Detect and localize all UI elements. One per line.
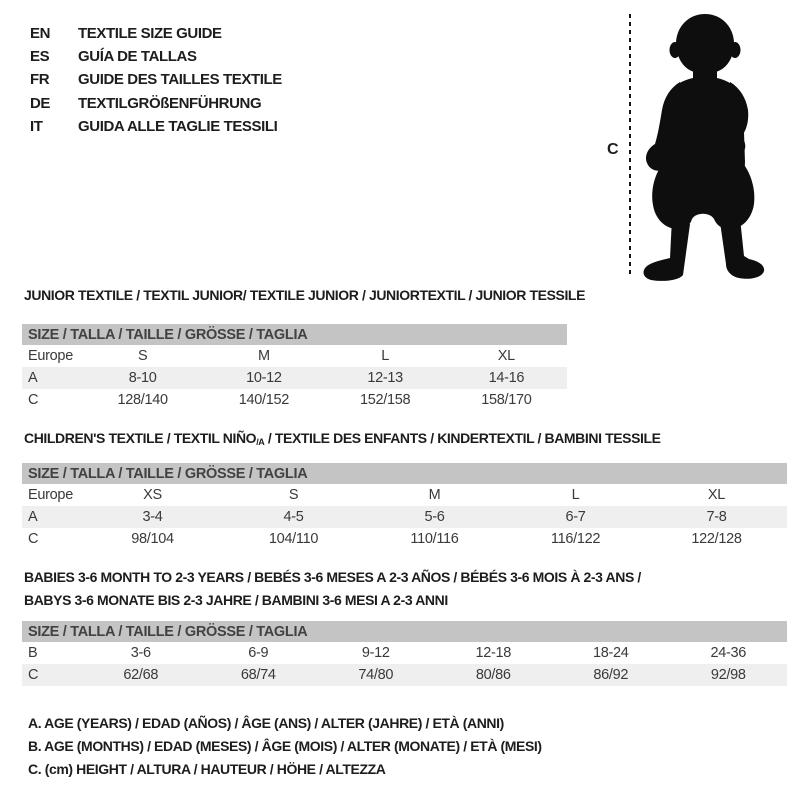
table-cell: 128/140 bbox=[117, 392, 168, 408]
lang-title: TEXTILGRÖßENFÜHRUNG bbox=[78, 94, 262, 112]
table-row-height-cm bbox=[22, 528, 787, 550]
size-header: SIZE / TALLA / TAILLE / GRÖSSE / TAGLIA bbox=[22, 324, 567, 345]
child-figure-area bbox=[600, 0, 800, 295]
table-cell: 98/104 bbox=[131, 531, 174, 547]
lang-title: TEXTILE SIZE GUIDE bbox=[78, 25, 222, 42]
table-cell: 9-12 bbox=[361, 645, 390, 661]
footnote-c: C. (cm) HEIGHT / ALTURA / HAUTEUR / HÖHE / ALTEZZA bbox=[28, 761, 386, 777]
table-cell: 5-6 bbox=[424, 509, 445, 525]
table-cell: 74/80 bbox=[358, 667, 394, 683]
children-size-table bbox=[22, 463, 787, 550]
footnotes bbox=[28, 712, 542, 781]
row-label: C bbox=[28, 392, 39, 408]
table-cell: 10-12 bbox=[246, 370, 282, 386]
table-cell: XL bbox=[497, 348, 515, 364]
title-line-2: BABYS 3-6 MONATE BIS 2-3 JAHRE / BAMBINI 3-6 MESI A 2-3 ANNI bbox=[24, 591, 448, 608]
table-cell: 14-16 bbox=[488, 370, 525, 386]
language-list bbox=[30, 22, 282, 138]
lang-row-de bbox=[30, 92, 282, 115]
title-line-1: BABIES 3-6 MONTH TO 2-3 YEARS / BEBÉS 3-6 MESES A 2-3 AÑOS / BÉBÉS 3-6 MOIS À 2-3 ANS / bbox=[24, 569, 641, 585]
table-cell: 3-4 bbox=[142, 509, 163, 525]
table-cell: 80/86 bbox=[475, 667, 511, 683]
lang-title: GUIDA ALLE TAGLIE TESSILI bbox=[78, 117, 278, 135]
table-cell: 152/158 bbox=[359, 392, 411, 408]
table-cell: 6-9 bbox=[248, 645, 269, 661]
table-cell: 68/74 bbox=[240, 667, 276, 683]
size-header: SIZE / TALLA / TAILLE / GRÖSSE / TAGLIA bbox=[22, 621, 787, 642]
table-row-age-years bbox=[22, 506, 787, 528]
lang-row-it bbox=[30, 115, 282, 138]
lang-title: GUIDE DES TAILLES TEXTILE bbox=[78, 71, 282, 89]
lang-code: FR bbox=[30, 71, 50, 89]
table-cell: M bbox=[428, 487, 441, 503]
table-cell: 122/128 bbox=[691, 531, 742, 547]
table-cell: 158/170 bbox=[481, 392, 532, 408]
title-suffix: / TEXTILE DES ENFANTS / KINDERTEXTIL / BAMBINI TESSILE bbox=[264, 430, 661, 446]
toddler-silhouette-icon bbox=[636, 12, 770, 288]
table-row-age-years bbox=[22, 367, 567, 389]
table-cell: 86/92 bbox=[593, 667, 629, 683]
footnote-a: A. AGE (YEARS) / EDAD (AÑOS) / ÂGE (ANS) / ALTER (JAHRE) / ETÀ (ANNI) bbox=[28, 715, 504, 731]
row-label: A bbox=[28, 370, 38, 386]
lang-code: EN bbox=[30, 25, 51, 42]
size-header-row bbox=[22, 621, 787, 642]
height-measure-dashed-line bbox=[629, 14, 631, 278]
table-cell: S bbox=[288, 487, 299, 503]
table-cell: 3-6 bbox=[130, 645, 151, 661]
row-label: A bbox=[28, 509, 38, 525]
table-cell: 110/116 bbox=[410, 531, 459, 547]
table-cell: 6-7 bbox=[565, 509, 586, 525]
height-measure-label: C bbox=[607, 141, 619, 158]
lang-row-fr bbox=[30, 68, 282, 91]
title-prefix: CHILDREN'S TEXTILE / TEXTIL NIÑO bbox=[24, 430, 257, 446]
size-header-row bbox=[22, 324, 567, 345]
table-cell: 140/152 bbox=[238, 392, 290, 408]
lang-code: IT bbox=[30, 117, 43, 135]
table-cell: 18-24 bbox=[592, 645, 629, 661]
junior-size-table bbox=[22, 324, 567, 411]
table-cell: 12-18 bbox=[475, 645, 512, 661]
table-cell: 12-13 bbox=[367, 370, 403, 386]
lang-title: GUÍA DE TALLAS bbox=[78, 48, 197, 66]
table-cell: 116/122 bbox=[550, 531, 601, 547]
row-label: Europe bbox=[28, 487, 73, 503]
table-cell: 104/110 bbox=[268, 531, 319, 547]
section-title-babies bbox=[24, 566, 664, 611]
table-row-height-cm bbox=[22, 664, 787, 686]
table-cell: 92/98 bbox=[710, 667, 746, 683]
table-row-europe bbox=[22, 484, 787, 506]
row-label: Europe bbox=[28, 348, 73, 364]
footnote-b: B. AGE (MONTHS) / EDAD (MESES) / ÂGE (MOIS) / ALTER (MONATE) / ETÀ (MESI) bbox=[28, 738, 542, 754]
table-cell: M bbox=[257, 348, 270, 364]
size-header: SIZE / TALLA / TAILLE / GRÖSSE / TAGLIA bbox=[22, 463, 787, 484]
table-cell: L bbox=[381, 348, 389, 364]
table-cell: 7-8 bbox=[706, 509, 727, 525]
table-cell: XL bbox=[707, 487, 726, 503]
lang-row-en bbox=[30, 22, 282, 45]
size-header-row bbox=[22, 463, 787, 484]
table-cell: 24-36 bbox=[710, 645, 747, 661]
row-label: C bbox=[28, 667, 39, 683]
section-title-children bbox=[24, 430, 661, 446]
table-cell: XS bbox=[143, 487, 162, 503]
lang-code: DE bbox=[30, 94, 51, 112]
lang-code: ES bbox=[30, 48, 50, 66]
table-cell: L bbox=[571, 487, 580, 503]
babies-size-table bbox=[22, 621, 787, 686]
section-title-junior: JUNIOR TEXTILE / TEXTIL JUNIOR/ TEXTILE JUNIOR / JUNIORTEXTIL / JUNIOR TESSILE bbox=[24, 287, 586, 303]
table-row-age-months bbox=[22, 642, 787, 664]
table-cell: 4-5 bbox=[283, 509, 304, 525]
table-row-height-cm bbox=[22, 389, 567, 411]
title-subscript: /A bbox=[256, 437, 265, 447]
lang-row-es bbox=[30, 45, 282, 68]
row-label: B bbox=[28, 645, 38, 661]
table-cell: 62/68 bbox=[123, 667, 159, 683]
table-cell: 8-10 bbox=[128, 370, 157, 386]
table-cell: S bbox=[137, 348, 148, 364]
row-label: C bbox=[28, 531, 39, 547]
table-row-europe bbox=[22, 345, 567, 367]
